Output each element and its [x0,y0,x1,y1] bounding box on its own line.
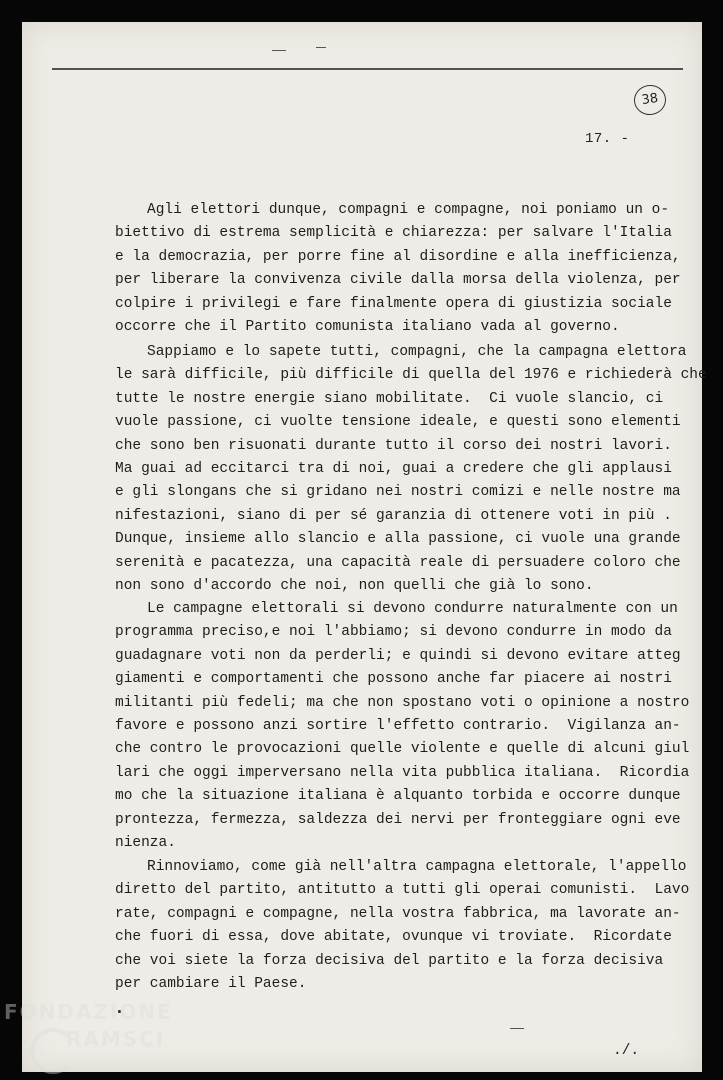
text-line: rate, compagni e compagne, nella vostra fabbrica, ma lavorate an- [115,905,681,922]
paragraph [115,341,707,598]
continuation-mark: ./. [613,1043,640,1059]
header-mark [316,47,326,48]
text-line: lari che oggi imperversano nella vita pubblica italiana. Ricordia [115,764,690,781]
text-line: Sappiamo e lo sapete tutti, compagni, che la campagna elettora [147,344,687,360]
header-mark [272,50,286,51]
paragraph [115,199,681,339]
paragraph [115,856,690,996]
text-line: giamenti e comportamenti che possono anche far piacere ai nostri [115,671,672,688]
text-line: nifestazioni, siano di per sé garanzia di ottenere voti in più . [115,507,672,524]
text-line: favore e possono anzi sortire l'effetto contrario. Vigilanza an- [115,718,681,735]
text-line: colpire i privilegi e fare finalmente opera di giustizia sociale [115,295,672,312]
text-line: e gli slongans che si gridano nei nostri comizi e nelle nostre ma [115,484,681,501]
page-number: 17. - [585,131,630,147]
text-line: tutte le nostre energie siano mobilitate. Ci vuole slancio, ci [115,390,664,407]
text-line: Dunque, insieme allo slancio e alla passione, ci vuole una grande [115,531,681,548]
watermark-line1: FONDAZIONE [4,1000,173,1024]
text-line: militanti più fedeli; ma che non spostano voti o opinione a nostro [115,694,690,711]
text-line: e la democrazia, per porre fine al disordine e alla inefficienza, [115,248,681,265]
text-line: Agli elettori dunque, compagni e compagne, noi poniamo un o- [147,202,670,218]
watermark-line2: RAMSCI [66,1027,166,1051]
watermark-g-icon [30,1028,76,1074]
text-line: per liberare la convivenza civile dalla morsa della violenza, per [115,272,681,289]
text-line: Rinnoviamo, come già nell'altra campagna elettorale, l'appello [147,859,687,875]
text-line: biettivo di estrema semplicità e chiarezza: per salvare l'Italia [115,225,672,242]
text-line: guadagnare voti non da perderli; e quindi si devono evitare atteg [115,647,681,664]
text-line: nienza. [115,835,176,852]
header-rule [52,68,683,70]
text-line: che fuori di essa, dove abitate, ovunque vi troviate. Ricordate [115,929,672,946]
text-line: Le campagne elettorali si devono condurre naturalmente con un [147,601,678,617]
text-line: programma preciso,e noi l'abbiamo; si devono condurre in modo da [115,624,672,641]
text-line: vuole passione, ci vuolte tensione ideale, e questi sono elementi [115,414,681,431]
text-line: diretto del partito, antitutto a tutti gli operai comunisti. Lavo [115,882,690,899]
text-line: per cambiare il Paese. [115,976,307,993]
text-line: non sono d'accordo che noi, non quelli che già lo sono. [115,578,594,595]
paragraph [115,598,690,855]
text-line: che sono ben risuonati durante tutto il corso dei nostri lavori. [115,437,672,454]
text-line: serenità e pacatezza, una capacità reale di persuadere coloro che [115,554,681,571]
archive-stamp: 38 [632,83,668,117]
footer-mark [510,1028,524,1029]
text-line: le sarà difficile, più difficile di quella del 1976 e richiederà che [115,367,707,384]
text-line: Ma guai ad eccitarci tra di noi, guai a credere che gli applausi [115,461,672,478]
text-line: prontezza, fermezza, saldezza dei nervi per fronteggiare ogni eve [115,811,681,828]
text-line: occorre che il Partito comunista italiano vada al governo. [115,319,620,336]
text-line: che voi siete la forza decisiva del partito e la forza decisiva [115,952,664,969]
text-line: che contro le provocazioni quelle violente e quelle di alcuni giul [115,741,690,758]
text-line: mo che la situazione italiana è alquanto torbida e occorre dunque [115,788,681,805]
watermark-logo [4,1000,173,1051]
